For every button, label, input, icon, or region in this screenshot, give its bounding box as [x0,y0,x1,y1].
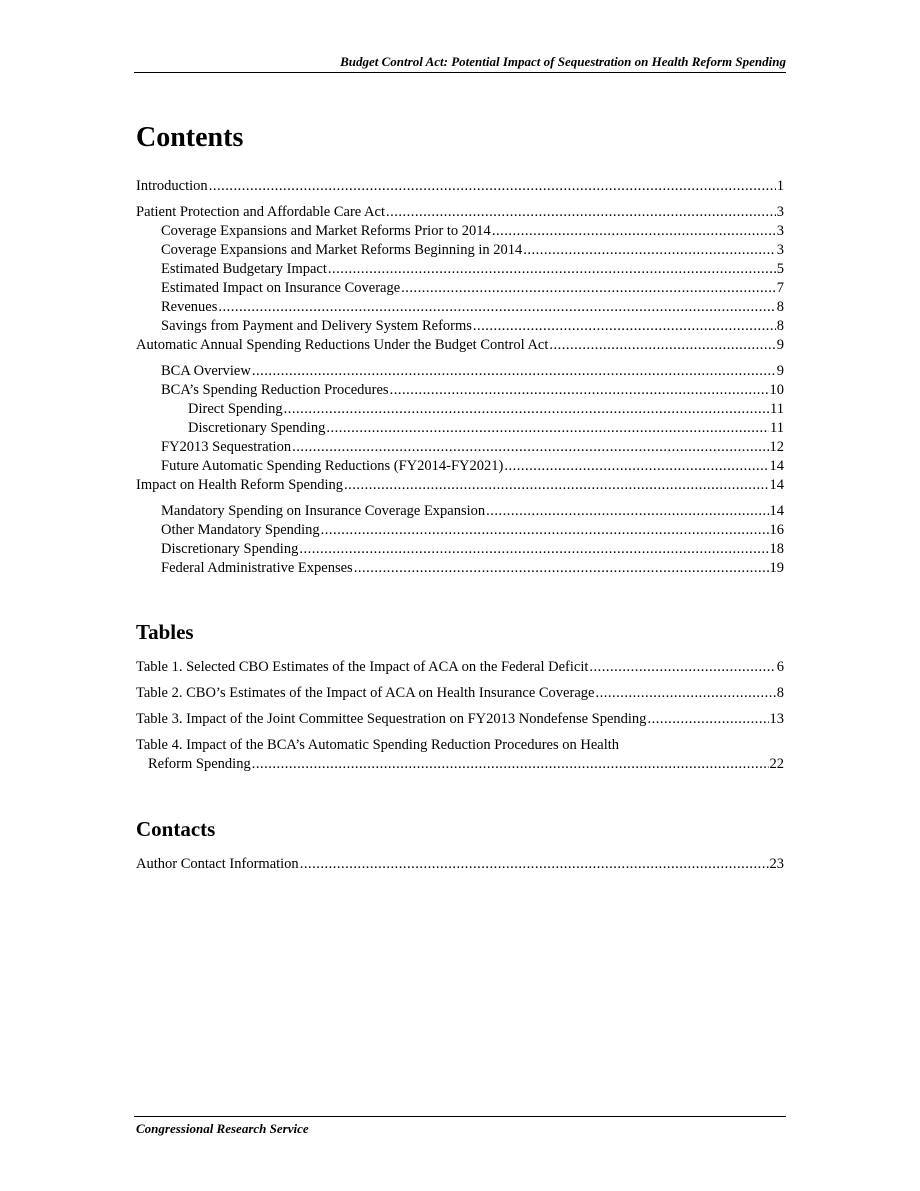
toc-entry-title: Mandatory Spending on Insurance Coverage Expansion [161,503,486,519]
table-entry-title: Table 3. Impact of the Joint Committee Sequestration on FY2013 Nondefense Spending [136,711,647,727]
toc-entry-title: Introduction [136,178,208,194]
table-entry-title-line2: Reform Spending [148,756,251,772]
contacts-list [136,855,784,874]
toc-entry-page: 9 [776,337,784,353]
toc-entry-page: 7 [776,280,784,296]
toc-entry-page: 3 [776,242,784,258]
toc-entry-title: Savings from Payment and Delivery System Reforms [161,318,472,334]
dot-leader [386,203,776,222]
toc-entry[interactable] [136,203,784,222]
dot-leader [299,540,768,559]
dot-leader [595,684,775,703]
toc-entry[interactable] [136,177,784,196]
dot-leader [321,521,769,540]
toc-entry-title: Direct Spending [188,401,283,417]
toc-entry[interactable] [136,502,784,521]
dot-leader [218,298,775,317]
table-entry-page: 6 [776,659,784,675]
table-entry[interactable] [136,710,784,729]
toc-entry-page: 12 [769,439,784,455]
dot-leader [284,400,769,419]
dot-leader [328,260,776,279]
toc-entry[interactable] [136,438,784,457]
toc-entry-page: 8 [776,299,784,315]
tables-heading: Tables [136,620,194,644]
dot-leader [209,177,776,196]
toc-entry[interactable] [136,298,784,317]
dot-leader [326,419,769,438]
toc-entry-page: 11 [770,401,784,417]
dot-leader [473,317,776,336]
toc-entry[interactable] [136,279,784,298]
dot-leader [300,855,769,874]
toc-entry-page: 16 [769,522,784,538]
toc-entry-title: Discretionary Spending [161,541,299,557]
toc-entry[interactable] [136,336,784,355]
toc-entry-page: 19 [769,560,784,576]
toc-entry-page: 14 [769,477,784,493]
dot-leader [523,241,776,260]
running-footer [134,1116,786,1136]
dot-leader [486,502,768,521]
toc-entry[interactable] [136,222,784,241]
dot-leader [252,755,769,774]
toc-entry[interactable] [136,241,784,260]
toc-entry-page: 14 [769,458,784,474]
tables-list [136,658,784,774]
table-entry-page: 13 [769,711,784,727]
dot-leader [252,362,776,381]
toc-entry[interactable] [136,419,784,438]
contacts-heading: Contacts [136,817,216,841]
toc-entry-title: BCA Overview [161,363,251,379]
toc-entry-title: FY2013 Sequestration [161,439,292,455]
dot-leader [504,457,768,476]
dot-leader [492,222,776,241]
toc-entry-title: Coverage Expansions and Market Reforms Beginning in 2014 [161,242,523,258]
toc-entry[interactable] [136,381,784,400]
contact-entry-page: 23 [769,856,784,872]
running-header [134,54,786,73]
toc-entry-title: Revenues [161,299,218,315]
table-entry-page: 22 [769,756,784,772]
toc-entry[interactable] [136,559,784,578]
dot-leader [549,336,775,355]
dot-leader [292,438,768,457]
toc-entry[interactable] [136,317,784,336]
toc-entry-page: 1 [776,178,784,194]
table-entry[interactable] [136,684,784,703]
toc-entry-title: Estimated Impact on Insurance Coverage [161,280,401,296]
toc-entry-title: Coverage Expansions and Market Reforms Prior to 2014 [161,223,491,239]
toc-entry-page: 9 [776,363,784,379]
toc-entry-page: 10 [769,382,784,398]
toc-entry-page: 8 [776,318,784,334]
toc-entry-title: BCA’s Spending Reduction Procedures [161,382,389,398]
toc-entry-title: Estimated Budgetary Impact [161,261,327,277]
toc-entry-title: Patient Protection and Affordable Care Act [136,204,385,220]
contents-list [136,177,784,578]
toc-entry[interactable] [136,400,784,419]
footer-org: Congressional Research Service [136,1121,309,1136]
table-entry[interactable] [136,658,784,677]
toc-entry[interactable] [136,260,784,279]
toc-entry-page: 11 [770,420,784,436]
table-entry-title: Table 2. CBO’s Estimates of the Impact of ACA on Health Insurance Coverage [136,685,595,701]
toc-entry-page: 3 [776,204,784,220]
table-entry[interactable] [136,736,784,774]
toc-entry-page: 14 [769,503,784,519]
table-entry-line2 [136,755,784,774]
toc-entry[interactable] [136,521,784,540]
toc-entry-title: Other Mandatory Spending [161,522,320,538]
toc-entry[interactable] [136,457,784,476]
contact-entry[interactable] [136,855,784,874]
toc-entry[interactable] [136,540,784,559]
toc-entry-page: 5 [776,261,784,277]
table-entry-page: 8 [776,685,784,701]
toc-entry-title: Impact on Health Reform Spending [136,477,343,493]
toc-entry[interactable] [136,476,784,495]
table-entry-title-line1: Table 4. Impact of the BCA’s Automatic Spending Reduction Procedures on Health [136,737,620,753]
toc-entry-page: 3 [776,223,784,239]
running-header-title: Budget Control Act: Potential Impact of Sequestration on Health Reform Spending [340,54,786,69]
toc-entry-page: 18 [769,541,784,557]
toc-entry-title: Automatic Annual Spending Reductions Under the Budget Control Act [136,337,549,353]
toc-entry-title: Discretionary Spending [188,420,326,436]
toc-entry[interactable] [136,362,784,381]
table-entry-title: Table 1. Selected CBO Estimates of the Impact of ACA on the Federal Deficit [136,659,589,675]
dot-leader [354,559,769,578]
toc-entry-title: Federal Administrative Expenses [161,560,353,576]
contents-heading: Contents [136,122,244,153]
contact-entry-title: Author Contact Information [136,856,299,872]
dot-leader [401,279,776,298]
toc-entry-title: Future Automatic Spending Reductions (FY2014-FY2021) [161,458,504,474]
dot-leader [344,476,769,495]
dot-leader [647,710,768,729]
dot-leader [390,381,769,400]
dot-leader [589,658,775,677]
